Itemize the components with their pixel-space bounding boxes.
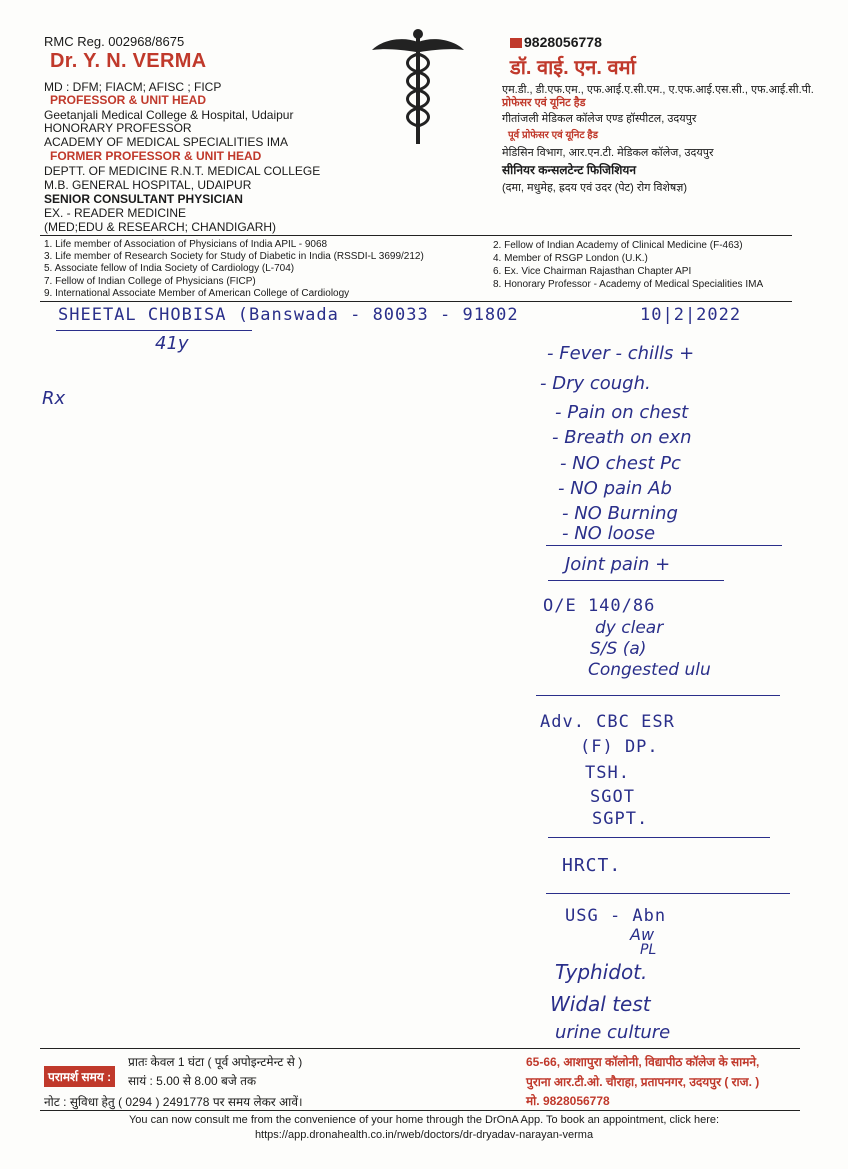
membership-5: 5. Associate fellow of India Society of Cardiology (L-704): [44, 263, 295, 274]
membership-6: 6. Ex. Vice Chairman Rajasthan Chapter API: [493, 266, 692, 277]
address-line-2: पुराना आर.टी.ओ. चौराहा, प्रतापनगर, उदयपुर ( राज. ): [526, 1075, 760, 1089]
timing-evening: सायं : 5.00 से 8.00 बजे तक: [128, 1074, 257, 1088]
timing-morning: प्रातः केवल 1 घंटा ( पूर्व अपोइन्टमेन्ट से ): [128, 1055, 303, 1069]
membership-3: 3. Life member of Research Society for Study of Diabetic in India (RSSDI-L 3699/212): [44, 251, 424, 262]
footer-divider-2: [40, 1110, 800, 1111]
specialities-hindi: (दमा, मधुमेह, ह्रदय एवं उदर (पेट) रोग विशेषज्ञ): [502, 182, 688, 194]
joint-underline: [548, 580, 724, 581]
advice-urine-culture: urine culture: [555, 1022, 671, 1043]
app-promo: You can now consult me from the convenience of your home through the DrOnA App. To book an appointment, click here:: [128, 1114, 720, 1126]
membership-1: 1. Life member of Association of Physicians of India APIL - 9068: [44, 239, 328, 250]
address-line-1: 65-66, आशापुरा कॉलोनी, विद्यापीठ कॉलेज के सामने,: [526, 1055, 760, 1069]
title-professor: PROFESSOR & UNIT HEAD: [50, 93, 207, 107]
advice-dp: (F) DP.: [580, 737, 659, 757]
affiliation-5: M.B. GENERAL HOSPITAL, UDAIPUR: [44, 178, 252, 192]
title-former-professor: FORMER PROFESSOR & UNIT HEAD: [50, 149, 262, 163]
degrees-hindi: एम.डी., डी.एफ.एम., एफ.आई.ए.सी.एम., ए.एफ.आई.एस.सी., एफ.आई.सी.पी.: [502, 84, 814, 96]
title-professor-hindi: प्रोफेसर एवं यूनिट हैड: [502, 97, 586, 109]
complaint-6: - NO pain Ab: [558, 478, 672, 499]
phone-icon: [510, 38, 522, 48]
appointment-note: नोट : सुविधा हेतु ( 0294 ) 2491778 पर समय लेकर आवें।: [44, 1095, 303, 1109]
advice-tsh: TSH.: [585, 763, 630, 783]
complaint-4: - Breath on exn: [552, 427, 692, 448]
affiliation-7: (MED;EDU & RESEARCH; CHANDIGARH): [44, 220, 277, 234]
rx-symbol: Rx: [42, 388, 66, 409]
advice-underline: [548, 837, 770, 838]
complaint-2: - Dry cough.: [540, 373, 651, 394]
advice-sgpt: SGPT.: [592, 809, 649, 829]
app-url[interactable]: https://app.dronahealth.co.in/rweb/doctors/dr-dryadav-narayan-verma: [254, 1129, 594, 1141]
affiliation-4: DEPTT. OF MEDICINE R.N.T. MEDICAL COLLEGE: [44, 164, 321, 178]
visit-date: 10|2|2022: [640, 305, 742, 325]
complaint-8: - NO loose: [562, 523, 656, 544]
patient-age: 41y: [155, 333, 189, 354]
affiliation-6: EX. - READER MEDICINE: [44, 206, 187, 220]
complaint-1: - Fever - chills +: [547, 343, 695, 364]
exam-throat: Congested ulu: [588, 660, 711, 680]
advice-hrct: HRCT.: [562, 855, 622, 876]
advice-typhidot: Typhidot.: [555, 960, 648, 984]
timing-label: परामर्श समय :: [44, 1066, 115, 1087]
complaint-5: - NO chest Pc: [560, 453, 681, 474]
membership-8: 8. Honorary Professor - Academy of Medical Specialities IMA: [493, 279, 764, 290]
advice-widal: Widal test: [550, 992, 651, 1016]
membership-divider: [40, 301, 792, 302]
advice-cbc: Adv. CBC ESR: [540, 712, 675, 732]
title-consultant: SENIOR CONSULTANT PHYSICIAN: [44, 192, 243, 206]
doctor-name-hindi: डॉ. वाई. एन. वर्मा: [510, 57, 636, 79]
advice-sgot: SGOT: [590, 787, 635, 807]
affiliation-2: HONORARY PROFESSOR: [44, 121, 192, 135]
registration-number: RMC Reg. 002968/8675: [44, 34, 185, 49]
membership-2: 2. Fellow of Indian Academy of Clinical Medicine (F-463): [493, 240, 743, 251]
phone-text: 9828056778: [524, 34, 602, 50]
complaint-underline: [546, 545, 782, 546]
complaint-7: - NO Burning: [562, 503, 678, 524]
membership-7: 7. Fellow of Indian College of Physicians (FICP): [44, 276, 256, 287]
patient-underline: [56, 330, 252, 331]
membership-9: 9. International Associate Member of American College of Cardiology: [44, 288, 350, 299]
exam-bp: O/E 140/86: [543, 596, 656, 616]
phone-number: [510, 34, 602, 50]
membership-4: 4. Member of RSGP London (U.K.): [493, 253, 648, 264]
advice-usg: USG - Abn: [565, 906, 667, 926]
complaint-3: - Pain on chest: [555, 402, 689, 423]
title-consultant-hindi: सीनियर कन्सलटेन्ट फिजिशियन: [502, 163, 636, 177]
affiliation-1: Geetanjali Medical College & Hospital, Udaipur: [44, 108, 294, 122]
exam-chest: dy clear: [595, 618, 664, 638]
footer-divider: [40, 1048, 800, 1049]
mobile-number: मो. 9828056778: [526, 1094, 610, 1108]
exam-underline: [536, 695, 780, 696]
advice-usg-pl: PL: [640, 942, 657, 958]
caduceus-logo: [372, 28, 464, 148]
patient-name: SHEETAL CHOBISA (Banswada - 80033 - 91802: [58, 305, 519, 325]
exam-ss: S/S (a): [590, 639, 647, 659]
header-divider: [40, 235, 792, 236]
affiliation-1-hindi: गीतांजली मेडिकल कॉलेज एण्ड हॉस्पीटल, उदयपुर: [502, 113, 697, 125]
hrct-underline: [546, 893, 790, 894]
title-former-hindi: पूर्व प्रोफेसर एवं यूनिट हैड: [508, 130, 598, 141]
affiliation-3: ACADEMY OF MEDICAL SPECIALITIES IMA: [44, 135, 289, 149]
affiliation-2-hindi: मेडिसिन विभाग, आर.एन.टी. मेडिकल कॉलेज, उदयपुर: [502, 147, 714, 159]
advice-usg-aw: Aw: [630, 925, 655, 944]
doctor-name: Dr. Y. N. VERMA: [50, 50, 207, 72]
degrees: MD : DFM; FIACM; AFISC ; FICP: [44, 80, 222, 94]
joint-pain: Joint pain +: [565, 554, 671, 575]
